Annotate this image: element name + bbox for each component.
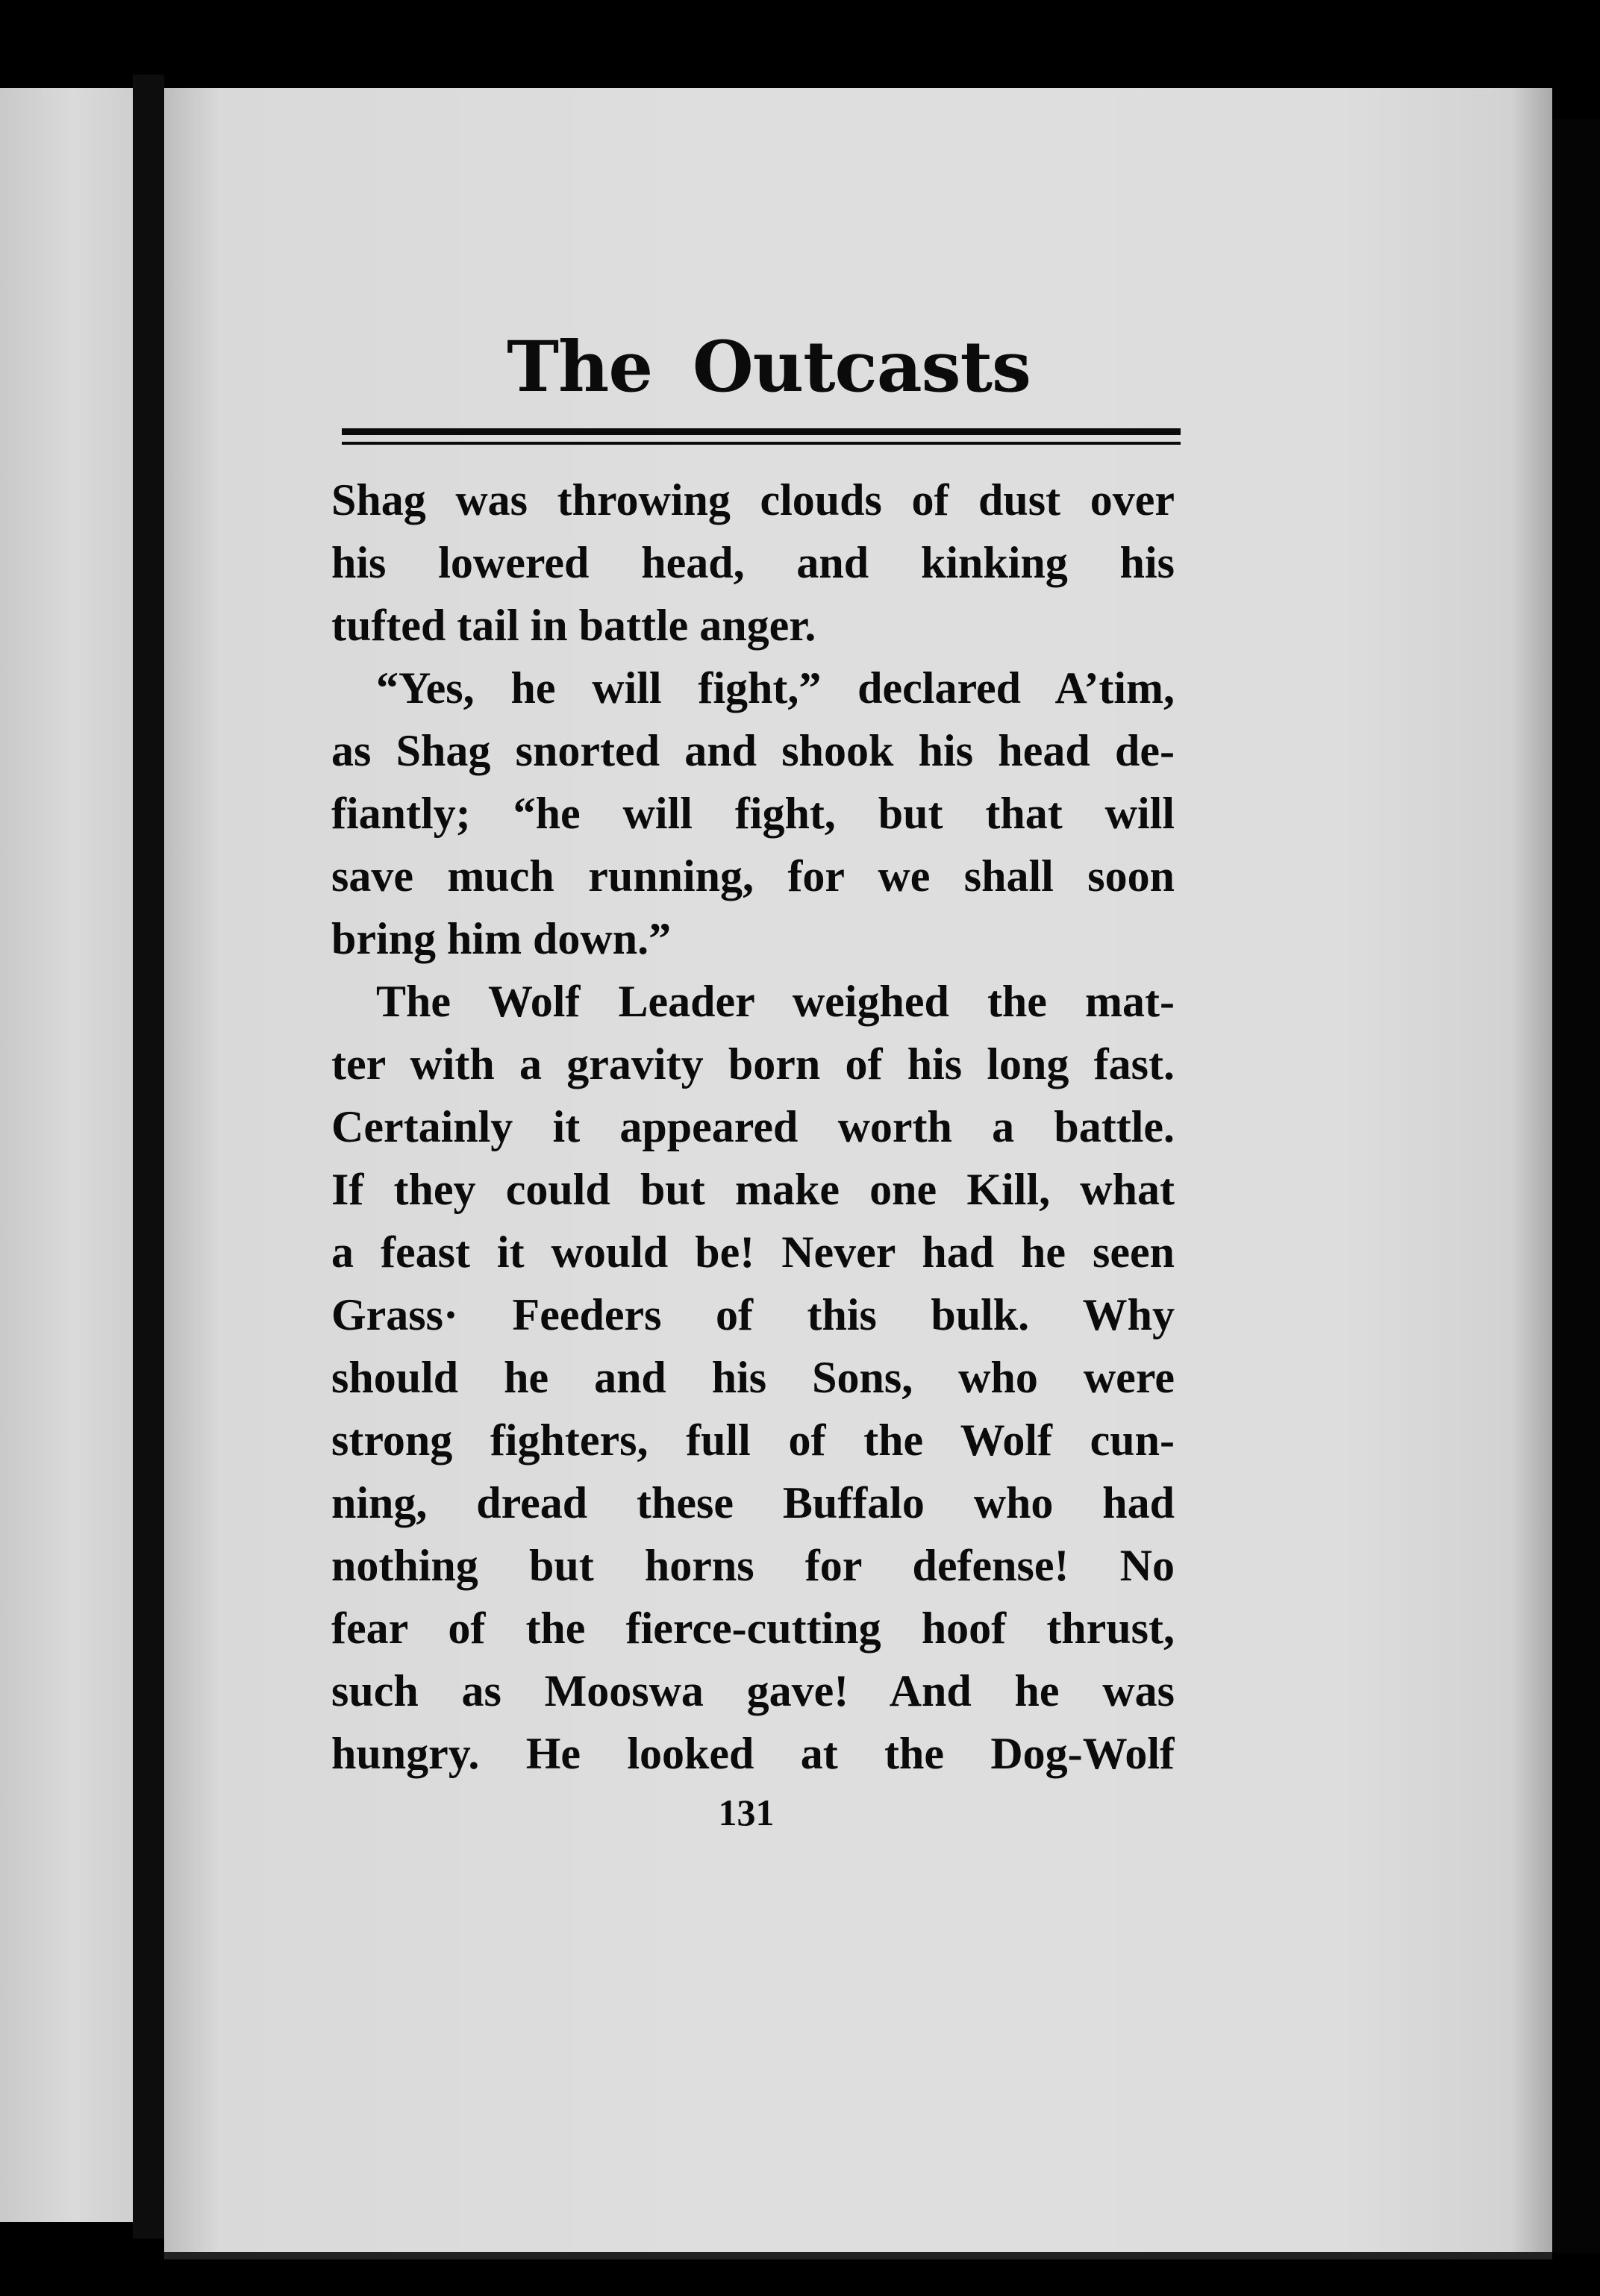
text-line: save much running, for we shall soon [331, 851, 1175, 901]
text-line: “Yes, he will fight,” declared A’tim, [376, 663, 1175, 713]
text-line: his lowered head, and kinking his [331, 538, 1175, 587]
text-line: as Shag snorted and shook his head de- [331, 726, 1175, 775]
book-gutter [133, 75, 164, 2239]
text-line: ning, dread these Buffalo who had [331, 1478, 1175, 1527]
text-line: such as Mooswa gave! And he was [331, 1666, 1175, 1715]
facing-page-edge [0, 88, 133, 2222]
text-line: If they could but make one Kill, what [331, 1165, 1175, 1214]
text-line: bring him down.” [331, 914, 672, 963]
running-head-title: The Outcasts [507, 326, 1031, 408]
text-line: Shag was throwing clouds of dust over [331, 475, 1175, 525]
page-right-border [1552, 119, 1600, 2253]
text-line: Grass· Feeders of this bulk. Why [331, 1290, 1175, 1339]
text-line: hungry. He looked at the Dog-Wolf [331, 1729, 1175, 1778]
text-line: The Wolf Leader weighed the mat- [376, 977, 1175, 1026]
header-rule-thin [342, 442, 1181, 445]
body-text [331, 469, 1175, 1785]
text-line: nothing but horns for defense! No [331, 1541, 1175, 1590]
text-line: a feast it would be! Never had he seen [331, 1227, 1175, 1277]
page-number: 131 [718, 1792, 775, 1833]
header-rule-thick [342, 428, 1181, 435]
text-line: ter with a gravity born of his long fast. [331, 1039, 1175, 1089]
text-line: tufted tail in battle anger. [331, 601, 816, 650]
text-line: strong fighters, full of the Wolf cun- [331, 1416, 1175, 1465]
text-line: fiantly; “he will fight, but that will [331, 789, 1175, 838]
text-line: fear of the fierce-cutting hoof thrust, [331, 1604, 1175, 1653]
text-line: should he and his Sons, who were [331, 1353, 1175, 1402]
text-line: Certainly it appeared worth a battle. [331, 1102, 1175, 1151]
